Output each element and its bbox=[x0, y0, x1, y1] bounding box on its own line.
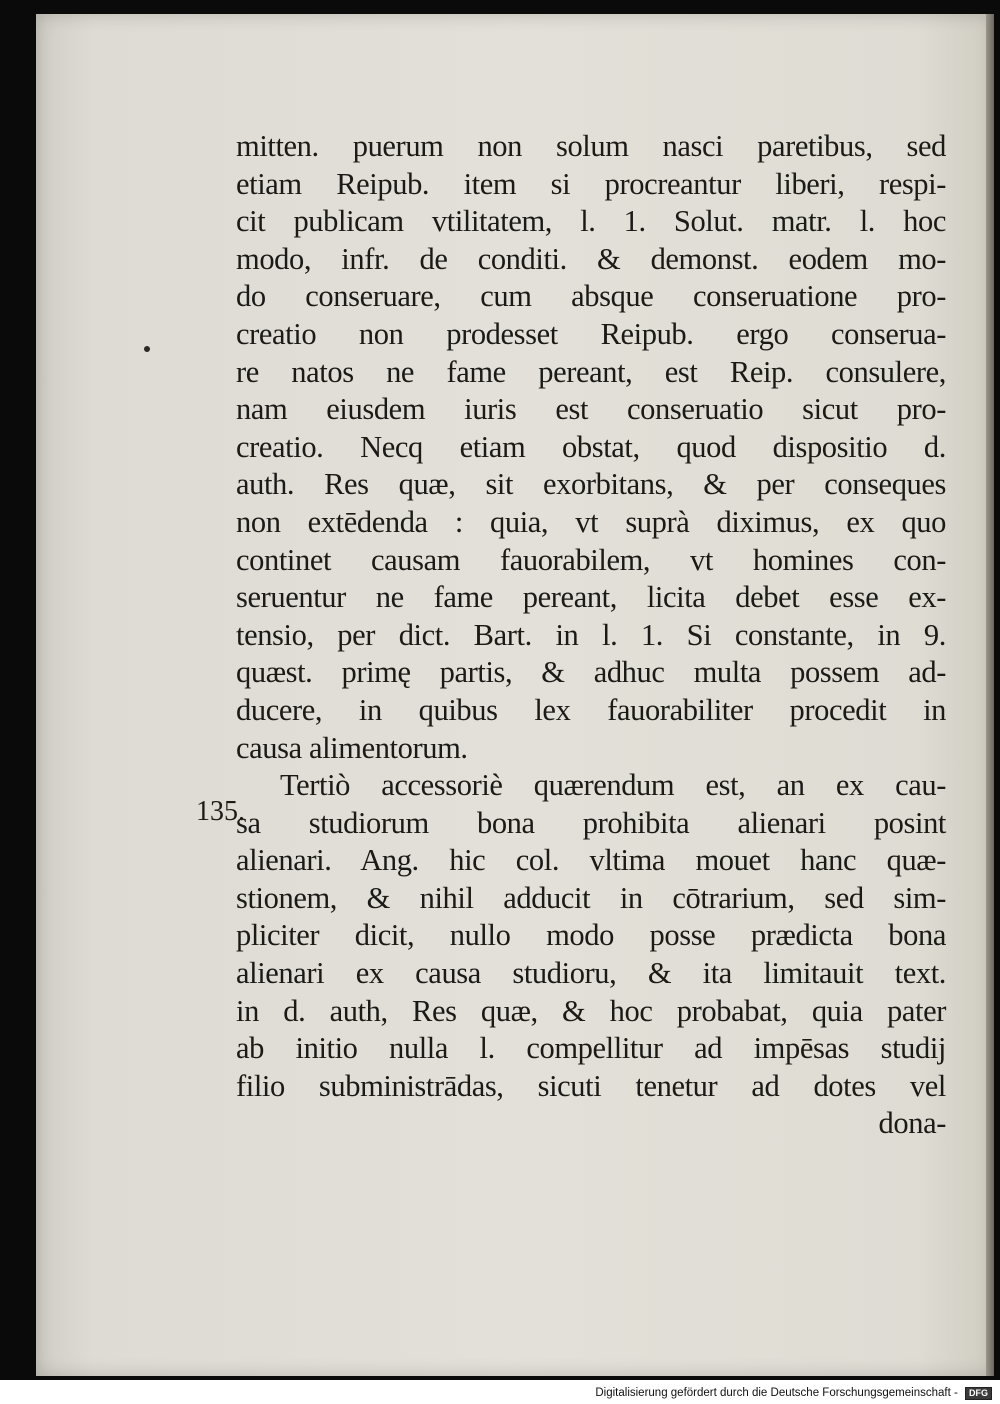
text-line: seruentur ne fame pereant, licita debet esse ex- bbox=[236, 580, 946, 615]
body-text bbox=[236, 128, 946, 1143]
text-line: in d. auth, Res quæ, & hoc probabat, quia pater bbox=[236, 993, 946, 1028]
margin-note: 135. bbox=[196, 796, 245, 827]
text-line: alienari ex causa studioru, & ita limitauit text. bbox=[236, 956, 946, 991]
text-line: re natos ne fame pereant, est Reip. consulere, bbox=[236, 354, 946, 389]
footer-credit: Digitalisierung gefördert durch die Deutsche Forschungsgemeinschaft - bbox=[595, 1387, 958, 1399]
text-line: do conseruare, cum absque conseruatione pro- bbox=[236, 279, 946, 314]
text-line: quæst. primę partis, & adhuc multa possem ad- bbox=[236, 655, 946, 690]
page-edge bbox=[986, 14, 994, 1376]
text-line: alienari. Ang. hic col. vltima mouet hanc quæ- bbox=[236, 843, 946, 878]
text-line: creatio non prodesset Reipub. ergo conserua- bbox=[236, 316, 946, 351]
ink-speck bbox=[144, 346, 150, 352]
text-line: ab initio nulla l. compellitur ad impēsas studij bbox=[236, 1031, 946, 1066]
text-line: filio subministrādas, sicuti tenetur ad dotes vel bbox=[236, 1068, 946, 1103]
text-line: modo, infr. de conditi. & demonst. eodem mo- bbox=[236, 241, 946, 276]
text-line: causa alimentorum. bbox=[236, 730, 468, 765]
text-line: sa studiorum bona prohibita alienari posint bbox=[236, 805, 946, 840]
text-line: auth. Res quæ, sit exorbitans, & per conseques bbox=[236, 467, 946, 502]
text-line: creatio. Necq etiam obstat, quod dispositio d. bbox=[236, 429, 946, 464]
digitization-footer bbox=[0, 1384, 992, 1403]
dfg-logo: DFG bbox=[965, 1387, 992, 1400]
text-line: continet causam fauorabilem, vt homines con- bbox=[236, 542, 946, 577]
paragraph-start-line: Tertiò accessoriè quærendum est, an ex cau- bbox=[280, 768, 946, 803]
text-line: mitten. puerum non solum nasci paretibus, sed bbox=[236, 129, 946, 163]
text-line: cit publicam vtilitatem, l. 1. Solut. matr. l. hoc bbox=[236, 204, 946, 239]
text-line: etiam Reipub. item si procreantur liberi, respi- bbox=[236, 166, 946, 201]
text-line: ducere, in quibus lex fauorabiliter procedit in bbox=[236, 692, 946, 727]
text-line: pliciter dicit, nullo modo posse prædicta bona bbox=[236, 918, 946, 953]
text-line: nam eiusdem iuris est conseruatio sicut pro- bbox=[236, 392, 946, 427]
text-line: non extēdenda : quia, vt suprà diximus, ex quo bbox=[236, 504, 946, 539]
text-line: stionem, & nihil adducit in cōtrarium, sed sim- bbox=[236, 880, 946, 915]
text-line: tensio, per dict. Bart. in l. 1. Si constante, in 9. bbox=[236, 617, 946, 652]
catchword: dona- bbox=[878, 1106, 946, 1141]
